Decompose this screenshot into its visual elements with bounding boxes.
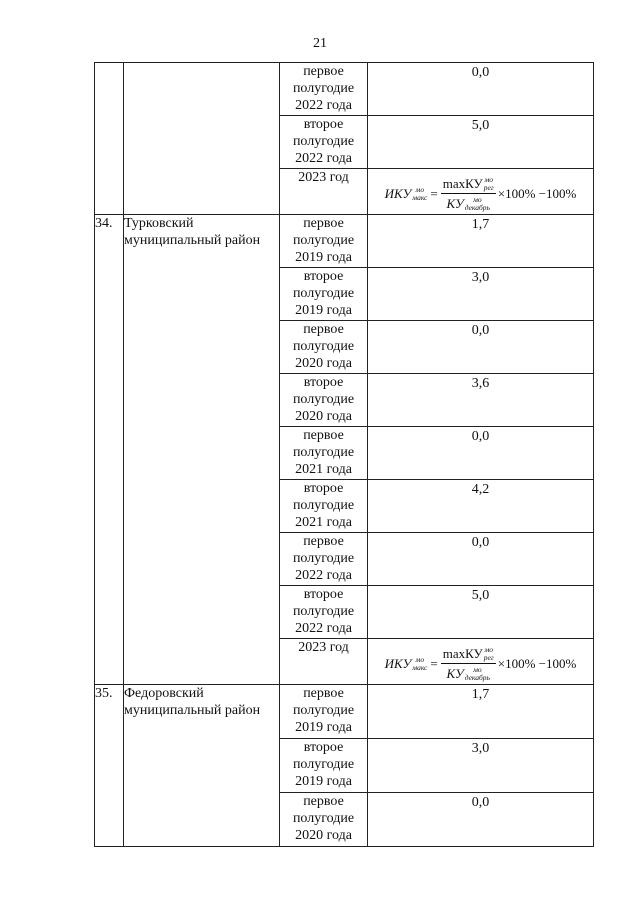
value-cell <box>368 374 594 427</box>
period-line: первое <box>303 64 344 79</box>
period-line: полугодие <box>292 811 355 826</box>
period-line: полугодие <box>292 81 355 96</box>
page-number: 21 <box>313 36 327 51</box>
value-cell <box>368 321 594 374</box>
period-cell <box>280 739 368 793</box>
period-cell <box>280 586 368 639</box>
index-value: 5,0 <box>471 588 490 603</box>
formula-lhs-sup: мо <box>415 184 425 194</box>
formula-lhs-sub: макс <box>412 662 428 672</box>
formula-tail: ×100% −100% <box>497 186 577 201</box>
period-line: полугодие <box>292 339 355 354</box>
formula-lhs-sub: макс <box>412 192 428 202</box>
period-cell <box>280 116 368 169</box>
formula-denominator <box>445 664 492 682</box>
period-line: 2022 года <box>295 568 352 583</box>
period-cell <box>280 685 368 739</box>
formula-num-sub: рег <box>483 182 494 192</box>
formula-fraction <box>441 175 496 212</box>
table-row <box>95 63 594 116</box>
index-value: 1,7 <box>471 217 490 232</box>
value-cell <box>368 480 594 533</box>
formula-num-main: maxКУ <box>442 646 483 661</box>
index-value: 0,0 <box>471 65 490 80</box>
period-cell <box>280 215 368 268</box>
data-table <box>94 62 594 847</box>
formula-den-main: КУ <box>446 196 464 211</box>
formula-num-indices <box>484 176 494 192</box>
row-number-cell: 34. <box>95 215 124 685</box>
formula-denominator <box>445 194 492 212</box>
period-line: 2020 года <box>295 409 352 424</box>
value-cell <box>368 116 594 169</box>
value-cell <box>368 268 594 321</box>
period-line: полугодие <box>292 551 355 566</box>
period-line: 2019 года <box>295 303 352 318</box>
formula-num-sup: мо <box>484 644 493 654</box>
formula-iku-max <box>385 645 577 682</box>
period-cell <box>280 533 368 586</box>
period-line: 2022 года <box>295 98 352 113</box>
period-line: полугодие <box>292 392 355 407</box>
formula-num-indices <box>484 646 494 662</box>
formula-den-sub: декабрь <box>464 202 490 212</box>
period-line: полугодие <box>292 498 355 513</box>
value-cell <box>368 793 594 847</box>
period-line: 2022 года <box>295 151 352 166</box>
period-line: 2019 года <box>295 250 352 265</box>
index-value: 0,0 <box>471 429 490 444</box>
value-cell <box>368 586 594 639</box>
value-cell <box>368 533 594 586</box>
period-line: первое <box>303 216 344 231</box>
municipality-cell <box>124 63 280 215</box>
value-cell <box>368 739 594 793</box>
formula-numerator <box>441 645 496 664</box>
period-line: полугодие <box>292 134 355 149</box>
period-cell <box>280 268 368 321</box>
period-cell <box>280 63 368 116</box>
formula-lhs: ИКУ <box>384 656 412 671</box>
formula-numerator <box>441 175 496 194</box>
period-line: второе <box>303 117 344 132</box>
formula-den-main: КУ <box>446 666 464 681</box>
period-line: полугодие <box>292 233 355 248</box>
period-line: 2020 года <box>295 356 352 371</box>
index-value: 3,0 <box>471 270 490 285</box>
row-number-cell <box>95 63 124 215</box>
formula-lhs-sup: мо <box>415 654 425 664</box>
value-cell <box>368 169 594 215</box>
formula-num-main: maxКУ <box>442 176 483 191</box>
municipality-cell: Турковский муниципальный район <box>124 215 280 685</box>
index-value: 1,7 <box>471 687 490 702</box>
period-line: второе <box>303 375 344 390</box>
index-value: 4,2 <box>471 482 490 497</box>
period-line: первое <box>303 428 344 443</box>
period-line: 2021 года <box>295 462 352 477</box>
period-line: 2019 года <box>295 720 352 735</box>
period-line: второе <box>303 481 344 496</box>
period-cell <box>280 480 368 533</box>
period-line: полугодие <box>292 757 355 772</box>
index-value: 3,0 <box>471 741 490 756</box>
index-value: 0,0 <box>471 795 490 810</box>
index-value: 3,6 <box>471 376 490 391</box>
table-body <box>95 63 594 847</box>
formula-den-sub: декабрь <box>464 672 490 682</box>
period-cell <box>280 639 368 685</box>
formula-iku-max <box>385 175 577 212</box>
period-line: второе <box>303 269 344 284</box>
row-number-cell: 35. <box>95 685 124 847</box>
period-line: первое <box>303 794 344 809</box>
period-line: 2020 года <box>295 828 352 843</box>
value-cell <box>368 215 594 268</box>
period-cell <box>280 374 368 427</box>
formula-den-sup: мо <box>473 664 482 674</box>
formula-lhs-indices <box>412 186 427 202</box>
formula-equals: = <box>430 186 438 201</box>
table-row <box>95 215 594 268</box>
formula-den-indices <box>465 196 490 212</box>
value-cell <box>368 427 594 480</box>
index-value: 0,0 <box>471 535 490 550</box>
formula-num-sup: мо <box>484 174 493 184</box>
formula-den-indices <box>465 666 490 682</box>
table-row <box>95 685 594 739</box>
formula-den-sup: мо <box>473 194 482 204</box>
period-line: полугодие <box>292 445 355 460</box>
period-line: полугодие <box>292 703 355 718</box>
period-line: 2023 год <box>298 640 349 655</box>
period-line: 2023 год <box>298 170 349 185</box>
municipality-cell: Федоровский муниципальный район <box>124 685 280 847</box>
period-cell <box>280 793 368 847</box>
period-cell <box>280 169 368 215</box>
period-line: полугодие <box>292 286 355 301</box>
period-line: второе <box>303 740 344 755</box>
formula-lhs: ИКУ <box>384 186 412 201</box>
value-cell <box>368 63 594 116</box>
period-line: первое <box>303 322 344 337</box>
period-line: 2019 года <box>295 774 352 789</box>
period-cell <box>280 321 368 374</box>
period-line: первое <box>303 534 344 549</box>
period-line: полугодие <box>292 604 355 619</box>
index-value: 0,0 <box>471 323 490 338</box>
index-value: 5,0 <box>471 118 490 133</box>
period-line: 2022 года <box>295 621 352 636</box>
formula-equals: = <box>430 656 438 671</box>
formula-lhs-indices <box>412 656 427 672</box>
value-cell <box>368 685 594 739</box>
period-line: второе <box>303 587 344 602</box>
formula-tail: ×100% −100% <box>497 656 577 671</box>
value-cell <box>368 639 594 685</box>
formula-num-sub: рег <box>483 652 494 662</box>
period-cell <box>280 427 368 480</box>
period-line: 2021 года <box>295 515 352 530</box>
period-line: первое <box>303 686 344 701</box>
formula-fraction <box>441 645 496 682</box>
